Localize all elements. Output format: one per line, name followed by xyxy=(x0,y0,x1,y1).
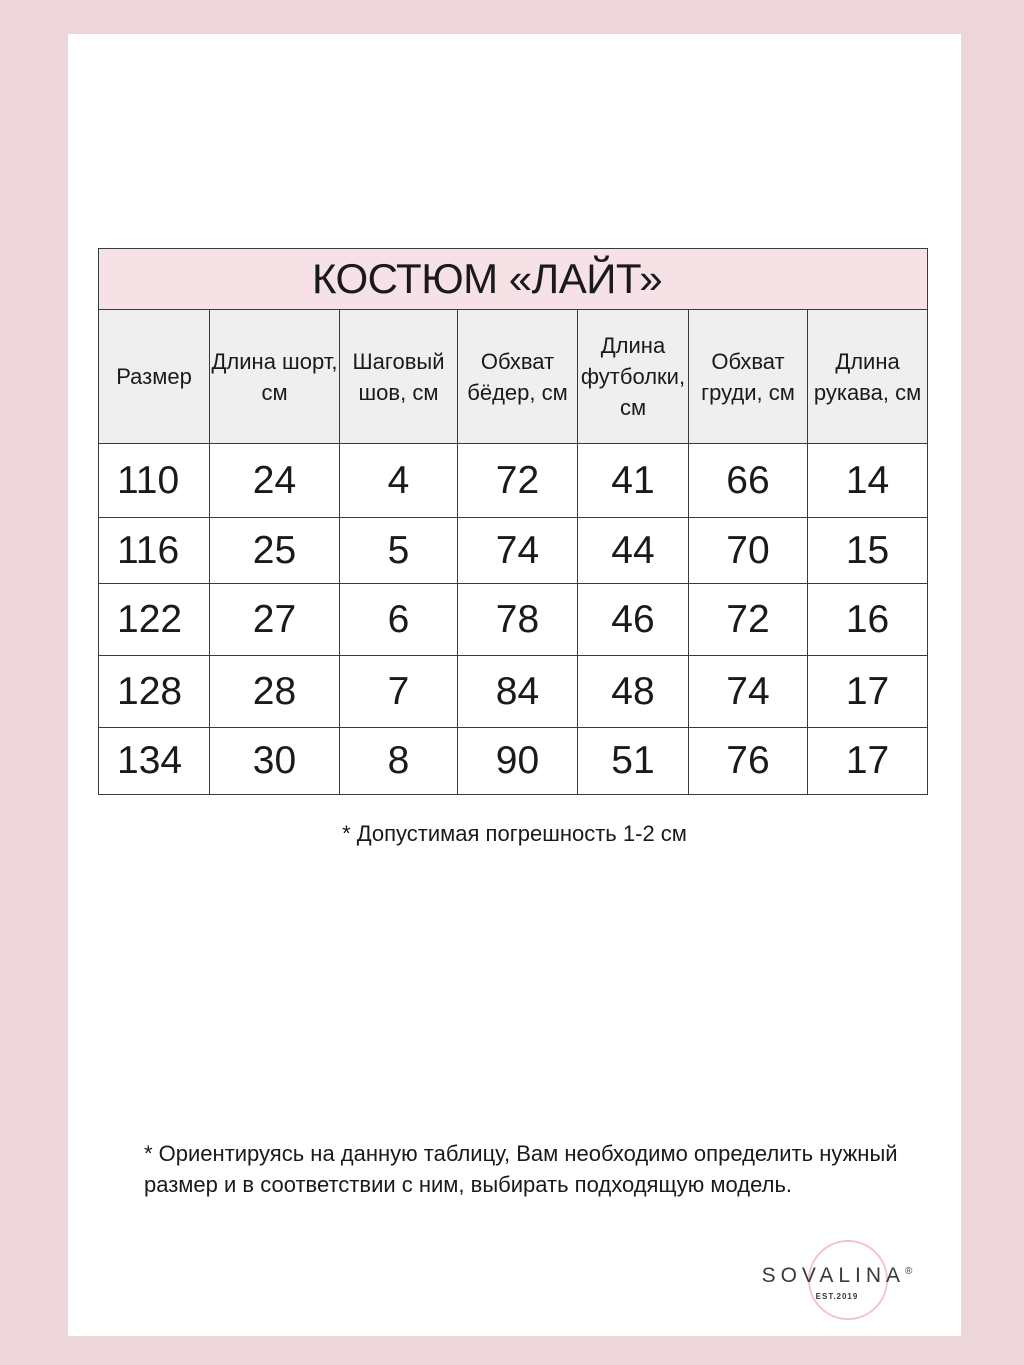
cell-chest-girth: 72 xyxy=(689,584,808,656)
cell-inseam: 5 xyxy=(340,518,458,584)
header-shorts-length: Длина шорт, см xyxy=(210,310,340,444)
cell-sleeve-length: 16 xyxy=(808,584,928,656)
cell-hip-girth: 72 xyxy=(458,444,578,518)
cell-sleeve-length: 15 xyxy=(808,518,928,584)
table-title-row xyxy=(99,249,928,310)
table-title: КОСТЮМ «ЛАЙТ» xyxy=(99,249,928,310)
cell-chest-girth: 74 xyxy=(689,656,808,728)
cell-sleeve-length: 14 xyxy=(808,444,928,518)
cell-inseam: 4 xyxy=(340,444,458,518)
cell-inseam: 6 xyxy=(340,584,458,656)
brand-logo xyxy=(722,1234,952,1324)
cell-shorts-length: 24 xyxy=(210,444,340,518)
cell-shorts-length: 25 xyxy=(210,518,340,584)
cell-size: 128 xyxy=(99,656,210,728)
table-row xyxy=(99,656,928,728)
logo-est: EST.2019 xyxy=(815,1292,859,1301)
table-row xyxy=(99,518,928,584)
cell-hip-girth: 74 xyxy=(458,518,578,584)
cell-hip-girth: 78 xyxy=(458,584,578,656)
table-row xyxy=(99,444,928,518)
cell-hip-girth: 90 xyxy=(458,728,578,795)
logo-brand: SOVALINA® xyxy=(761,1264,913,1287)
cell-tshirt-length: 44 xyxy=(578,518,689,584)
guidance-note: * Ориентируясь на данную таблицу, Вам необходимо определить нужный размер и в соответствии с ним, выбирать подходящую модель. xyxy=(144,1141,898,1197)
cell-chest-girth: 70 xyxy=(689,518,808,584)
cell-sleeve-length: 17 xyxy=(808,728,928,795)
cell-size: 134 xyxy=(99,728,210,795)
header-hip-girth: Обхват бёдер, см xyxy=(458,310,578,444)
size-table xyxy=(98,248,928,795)
cell-tshirt-length: 41 xyxy=(578,444,689,518)
cell-hip-girth: 84 xyxy=(458,656,578,728)
table-header-row xyxy=(99,310,928,444)
header-chest-girth: Обхват груди, см xyxy=(689,310,808,444)
table-row xyxy=(99,728,928,795)
table-row xyxy=(99,584,928,656)
cell-inseam: 8 xyxy=(340,728,458,795)
cell-tshirt-length: 51 xyxy=(578,728,689,795)
cell-size: 116 xyxy=(99,518,210,584)
header-tshirt-length: Длина футболки, см xyxy=(578,310,689,444)
cell-shorts-length: 30 xyxy=(210,728,340,795)
cell-size: 122 xyxy=(99,584,210,656)
cell-inseam: 7 xyxy=(340,656,458,728)
tolerance-note: * Допустимая погрешность 1-2 см xyxy=(342,821,687,846)
cell-tshirt-length: 48 xyxy=(578,656,689,728)
cell-chest-girth: 66 xyxy=(689,444,808,518)
header-size: Размер xyxy=(99,310,210,444)
cell-sleeve-length: 17 xyxy=(808,656,928,728)
cell-chest-girth: 76 xyxy=(689,728,808,795)
cell-shorts-length: 27 xyxy=(210,584,340,656)
cell-tshirt-length: 46 xyxy=(578,584,689,656)
cell-shorts-length: 28 xyxy=(210,656,340,728)
cell-size: 110 xyxy=(99,444,210,518)
header-sleeve-length: Длина рукава, см xyxy=(808,310,928,444)
size-chart-card xyxy=(68,34,961,1336)
header-inseam: Шаговый шов, см xyxy=(340,310,458,444)
